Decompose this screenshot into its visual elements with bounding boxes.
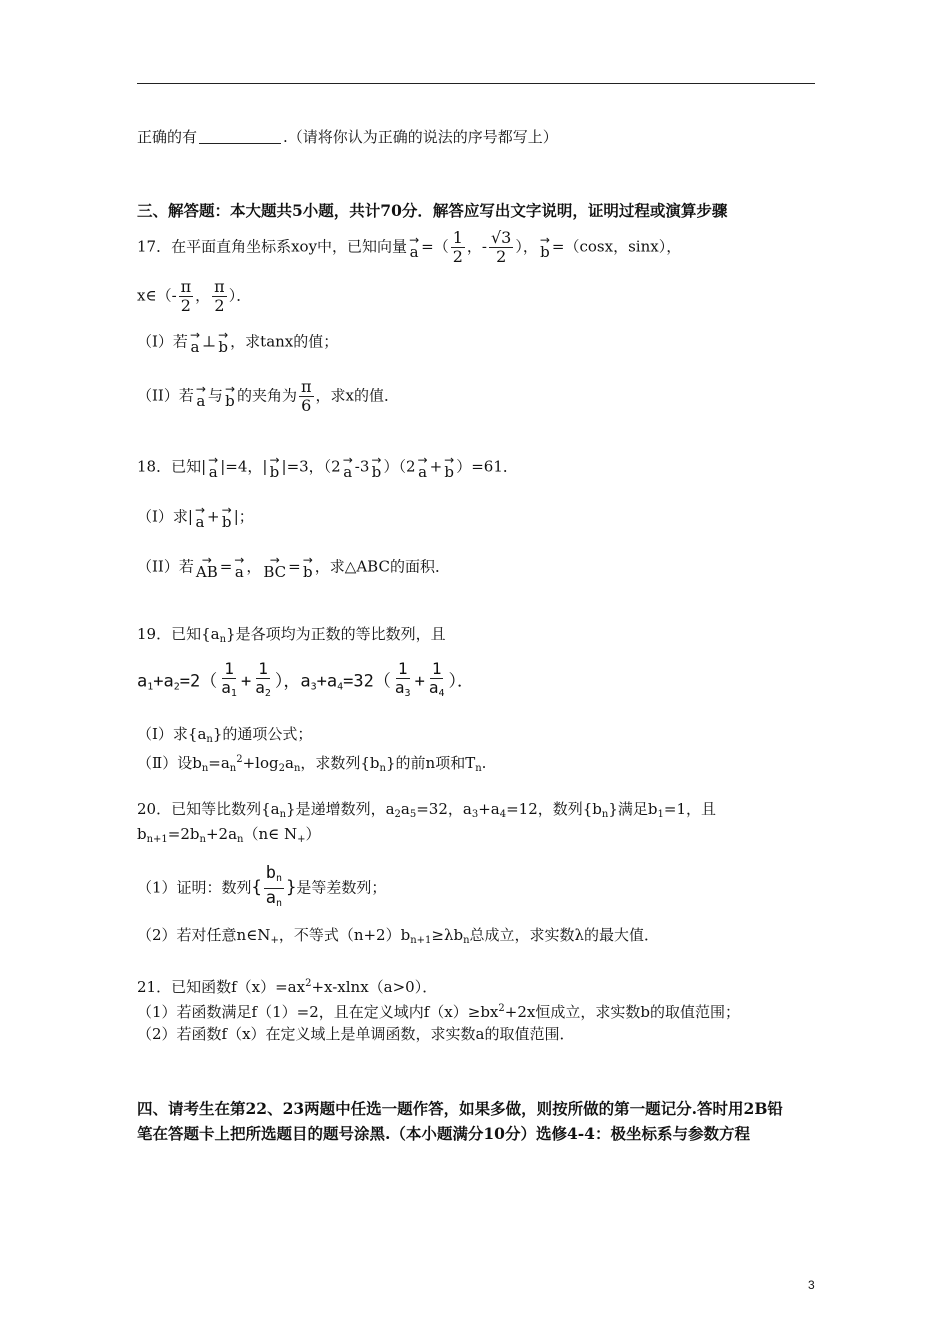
question-18-part-2 — [137, 555, 450, 580]
vector-symbol: a — [234, 563, 244, 581]
vector-a — [409, 235, 419, 260]
text: +log — [242, 754, 279, 772]
denominator — [264, 889, 284, 913]
fraction — [264, 864, 284, 913]
subscript: n — [219, 634, 227, 645]
text: a — [137, 671, 148, 692]
subscript: n+1 — [410, 935, 432, 946]
text: 总成立，求实数λ的最大值． — [469, 926, 660, 944]
question-20-recurrence — [137, 824, 321, 850]
text: （II）若 — [137, 557, 194, 576]
fraction — [489, 229, 513, 266]
fraction — [451, 229, 465, 266]
text: a — [221, 678, 231, 697]
numerator: π — [301, 377, 312, 396]
vector-symbol: b — [218, 338, 228, 356]
text: ）（2 — [383, 457, 416, 476]
question-19-part-1 — [137, 724, 312, 750]
vector-b — [222, 505, 232, 530]
text: |=3，（2 — [281, 457, 341, 476]
text: （1）证明：数列 — [137, 878, 252, 897]
text: ）． — [228, 286, 252, 305]
text: （Ⅱ）设b — [137, 754, 202, 772]
text: ）， — [515, 237, 538, 256]
text: （II）若 — [137, 386, 194, 405]
subscript: 2 — [394, 809, 401, 820]
question-20-part-2 — [137, 925, 659, 951]
denominator — [219, 679, 239, 703]
answer-blank[interactable] — [199, 129, 281, 144]
text: = — [288, 557, 301, 576]
vector-symbol: a — [409, 243, 419, 261]
text: b — [265, 863, 277, 883]
superscript: 2 — [236, 754, 243, 765]
subscript: 2 — [264, 688, 271, 699]
arrow-icon: → — [195, 382, 206, 396]
text: ，求x的值． — [315, 386, 399, 405]
vector-ab — [196, 555, 218, 580]
fraction — [427, 660, 447, 703]
text: + — [414, 671, 425, 692]
subscript: n — [293, 763, 301, 774]
text: 17．在平面直角坐标系xoy中，已知向量 — [137, 237, 408, 256]
text: +a — [316, 671, 338, 692]
text: +2x恒成立，求实数b的取值范围； — [504, 1003, 740, 1021]
question-21-part-2: （2）若函数f（x）在定义域上是单调函数，求实数a的取值范围． — [137, 1025, 575, 1043]
vector-a — [234, 555, 244, 580]
subscript: + — [297, 834, 306, 845]
numerator: 1 — [431, 659, 442, 678]
arrow-icon: → — [194, 503, 206, 517]
numerator: π — [180, 277, 192, 296]
subscript: 1 — [657, 809, 664, 820]
subscript: n — [199, 834, 206, 845]
question-20 — [137, 799, 716, 825]
text: ≥λb — [431, 926, 464, 944]
header-rule — [137, 83, 815, 84]
fill-blank-line — [137, 127, 558, 147]
text: }是递增数列，a — [286, 800, 395, 818]
arrow-icon: → — [342, 453, 353, 467]
text: -3 — [354, 457, 370, 476]
fraction — [253, 660, 273, 703]
subscript: + — [270, 935, 279, 946]
vector-symbol: b — [302, 563, 313, 581]
section-heading-4-line-2: 笔在答题卡上把所选题目的题号涂黑.（本小题满分10分）选修4-4：极坐标系与参数方程 — [137, 1124, 750, 1143]
subscript: n — [463, 935, 470, 946]
numerator: 1 — [258, 659, 268, 678]
text: ，求数列{b — [300, 754, 380, 772]
vector-symbol: a — [190, 338, 200, 356]
question-17-part-2 — [137, 378, 399, 415]
denominator — [427, 679, 447, 703]
arrow-icon: → — [417, 453, 428, 467]
subscript: 3 — [471, 809, 479, 820]
vector-b — [371, 455, 381, 480]
text: }的通项公式； — [212, 725, 313, 743]
fraction — [299, 378, 314, 415]
denominator: 6 — [301, 396, 312, 415]
arrow-icon: → — [444, 453, 455, 467]
vector-symbol: b — [269, 463, 280, 481]
denominator: 2 — [214, 296, 225, 315]
subscript: n — [276, 898, 283, 909]
text: + — [207, 507, 220, 526]
arrow-icon: → — [224, 382, 235, 396]
subscript: 4 — [337, 681, 344, 693]
text: ）=61． — [456, 457, 518, 476]
fraction — [179, 278, 194, 315]
text: }满足b — [608, 800, 658, 818]
question-19-part-2 — [137, 750, 486, 779]
numerator: 1 — [224, 659, 234, 678]
vector-symbol: b — [225, 392, 235, 410]
arrow-icon: → — [189, 328, 200, 342]
subscript: 4 — [499, 809, 507, 820]
text: （I）若 — [137, 332, 188, 351]
text: （2）若对任意n∈N — [137, 926, 271, 944]
text: =（cosx，sinx）， — [551, 237, 682, 256]
text: . — [481, 754, 487, 772]
text: =2b — [167, 825, 200, 843]
subscript: n — [201, 763, 209, 774]
subscript: 1 — [230, 688, 237, 699]
numerator: 1 — [452, 228, 463, 247]
text: 18．已知| — [137, 457, 207, 476]
text: a — [428, 678, 439, 697]
vector-a — [208, 455, 218, 480]
text: ， — [195, 286, 211, 305]
text: （Ⅰ）求{a — [137, 725, 207, 743]
vector-b — [218, 330, 228, 355]
numerator: π — [214, 277, 225, 296]
arrow-icon: → — [208, 453, 219, 467]
text: ） — [305, 825, 321, 843]
text: a — [255, 678, 265, 697]
subscript: n — [229, 763, 237, 774]
text: =2（ — [179, 671, 218, 692]
text: a — [400, 800, 410, 818]
text: =（ — [421, 237, 449, 256]
denominator: 2 — [452, 247, 463, 266]
text: =32，a — [416, 800, 472, 818]
section-heading-3: 三、解答题：本大题共5小题，共计70分．解答应写出文字说明，证明过程或演算步骤 — [137, 201, 728, 220]
vector-symbol: BC — [263, 563, 287, 581]
subscript: 2 — [278, 763, 285, 774]
question-21 — [137, 974, 437, 997]
page-number: 3 — [808, 1278, 815, 1292]
arrow-icon: → — [201, 553, 212, 567]
text: =1，且 — [663, 800, 717, 818]
vector-a — [343, 455, 353, 480]
text: 正确的有 — [137, 128, 198, 146]
text: +a — [478, 800, 500, 818]
text: 20．已知等比数列{a — [137, 800, 280, 818]
text: +a — [153, 671, 174, 692]
arrow-icon: → — [221, 503, 232, 517]
arrow-icon: → — [409, 233, 420, 247]
text: =a — [208, 754, 230, 772]
text: .（请将你认为正确的说法的序号都写上） — [283, 128, 558, 146]
text: { — [251, 877, 262, 898]
text: |； — [233, 507, 254, 526]
text: ， — [246, 557, 262, 576]
arrow-icon: → — [269, 453, 280, 467]
fraction — [393, 660, 413, 703]
text: + — [429, 457, 443, 476]
arrow-icon: → — [269, 553, 280, 567]
subscript: 5 — [409, 809, 417, 820]
arrow-icon: → — [218, 328, 229, 342]
question-21-part-1 — [137, 999, 740, 1022]
text: （I）求| — [137, 507, 193, 526]
subscript: 3 — [404, 688, 411, 699]
text: =12，数列{b — [506, 800, 602, 818]
subscript: 4 — [438, 688, 445, 699]
question-17-domain — [137, 278, 251, 315]
subscript: n — [279, 809, 287, 820]
arrow-icon: → — [371, 453, 382, 467]
vector-a — [190, 330, 200, 355]
superscript: 2 — [305, 978, 312, 989]
text: ，求tanx的值； — [230, 332, 339, 351]
text: ），a — [274, 671, 311, 692]
text: |=4，| — [220, 457, 268, 476]
text: （1）若函数满足f（1）=2，且在定义域内f（x）≥bx — [137, 1003, 499, 1021]
numerator: 1 — [397, 659, 408, 678]
text: = — [219, 557, 233, 576]
text: a — [394, 678, 405, 697]
question-18 — [137, 455, 518, 480]
question-18-part-1 — [137, 505, 254, 530]
vector-a — [418, 455, 428, 480]
vector-a — [196, 384, 206, 409]
text: =32（ — [343, 671, 391, 692]
subscript: n — [237, 834, 244, 845]
text: + — [240, 671, 252, 692]
text: ，- — [466, 237, 487, 256]
vector-symbol: b — [540, 243, 550, 261]
text: +x-xlnx（a>0）． — [311, 978, 438, 996]
text: （n∈ N — [243, 825, 298, 843]
arrow-icon: → — [234, 553, 245, 567]
subscript: n — [379, 763, 386, 774]
text: a — [265, 888, 277, 908]
arrow-icon: → — [539, 233, 550, 247]
text: } — [286, 877, 297, 898]
subscript: 1 — [147, 681, 154, 693]
subscript: n — [276, 873, 283, 884]
fraction — [219, 660, 239, 703]
vector-symbol: a — [343, 463, 353, 481]
vector-b — [444, 455, 454, 480]
vector-symbol: a — [418, 463, 428, 481]
question-17 — [137, 229, 681, 266]
vector-a — [195, 505, 205, 530]
section-heading-4-line-1: 四、请考生在第22、23两题中任选一题作答，如果多做，则按所做的第一题记分.答时用2B铅 — [137, 1099, 783, 1118]
text: ） — [448, 671, 457, 692]
text: 21．已知函数f（x）=ax — [137, 978, 306, 996]
subscript: n — [475, 763, 482, 774]
question-20-part-1 — [137, 864, 386, 913]
denominator: 2 — [180, 296, 191, 315]
text: +2a — [205, 825, 238, 843]
vector-symbol: a — [196, 392, 206, 410]
text: 与 — [207, 386, 223, 405]
text: ，不等式（n+2）b — [278, 926, 411, 944]
vector-symbol: b — [371, 463, 382, 481]
subscript: n+1 — [146, 834, 168, 845]
vector-b — [540, 235, 550, 260]
text: b — [137, 825, 147, 843]
text: }的前n项和T — [386, 754, 476, 772]
question-19 — [137, 624, 446, 650]
text: 19．已知{a — [137, 625, 220, 643]
text: }是各项均为正数的等比数列，且 — [226, 625, 446, 643]
text: ． — [456, 671, 474, 692]
arrow-icon: → — [302, 553, 313, 567]
vector-b — [269, 455, 279, 480]
subscript: 2 — [173, 681, 180, 693]
text: a — [284, 754, 294, 772]
text: ，求△ABC的面积． — [314, 557, 450, 576]
vector-symbol: AB — [195, 563, 218, 581]
vector-symbol: b — [221, 513, 232, 531]
perp-symbol: ⊥ — [202, 332, 217, 351]
subscript: 3 — [310, 681, 317, 693]
vector-symbol: b — [444, 463, 454, 481]
fraction — [212, 278, 227, 315]
numerator: √3 — [490, 228, 512, 247]
subscript: n — [206, 734, 213, 745]
vector-bc — [263, 555, 286, 580]
text: x∈（- — [137, 286, 177, 305]
denominator — [253, 679, 273, 703]
question-19-equation — [137, 660, 474, 703]
text: 的夹角为 — [237, 386, 298, 405]
vector-b — [225, 384, 235, 409]
vector-symbol: a — [208, 463, 218, 481]
numerator — [264, 864, 284, 889]
superscript: 2 — [498, 1003, 505, 1014]
question-17-part-1 — [137, 330, 338, 355]
vector-symbol: a — [195, 513, 205, 531]
denominator — [393, 679, 413, 703]
denominator: 2 — [496, 247, 507, 266]
vector-b — [303, 555, 313, 580]
text: 是等差数列； — [296, 878, 387, 897]
subscript: n — [601, 809, 609, 820]
